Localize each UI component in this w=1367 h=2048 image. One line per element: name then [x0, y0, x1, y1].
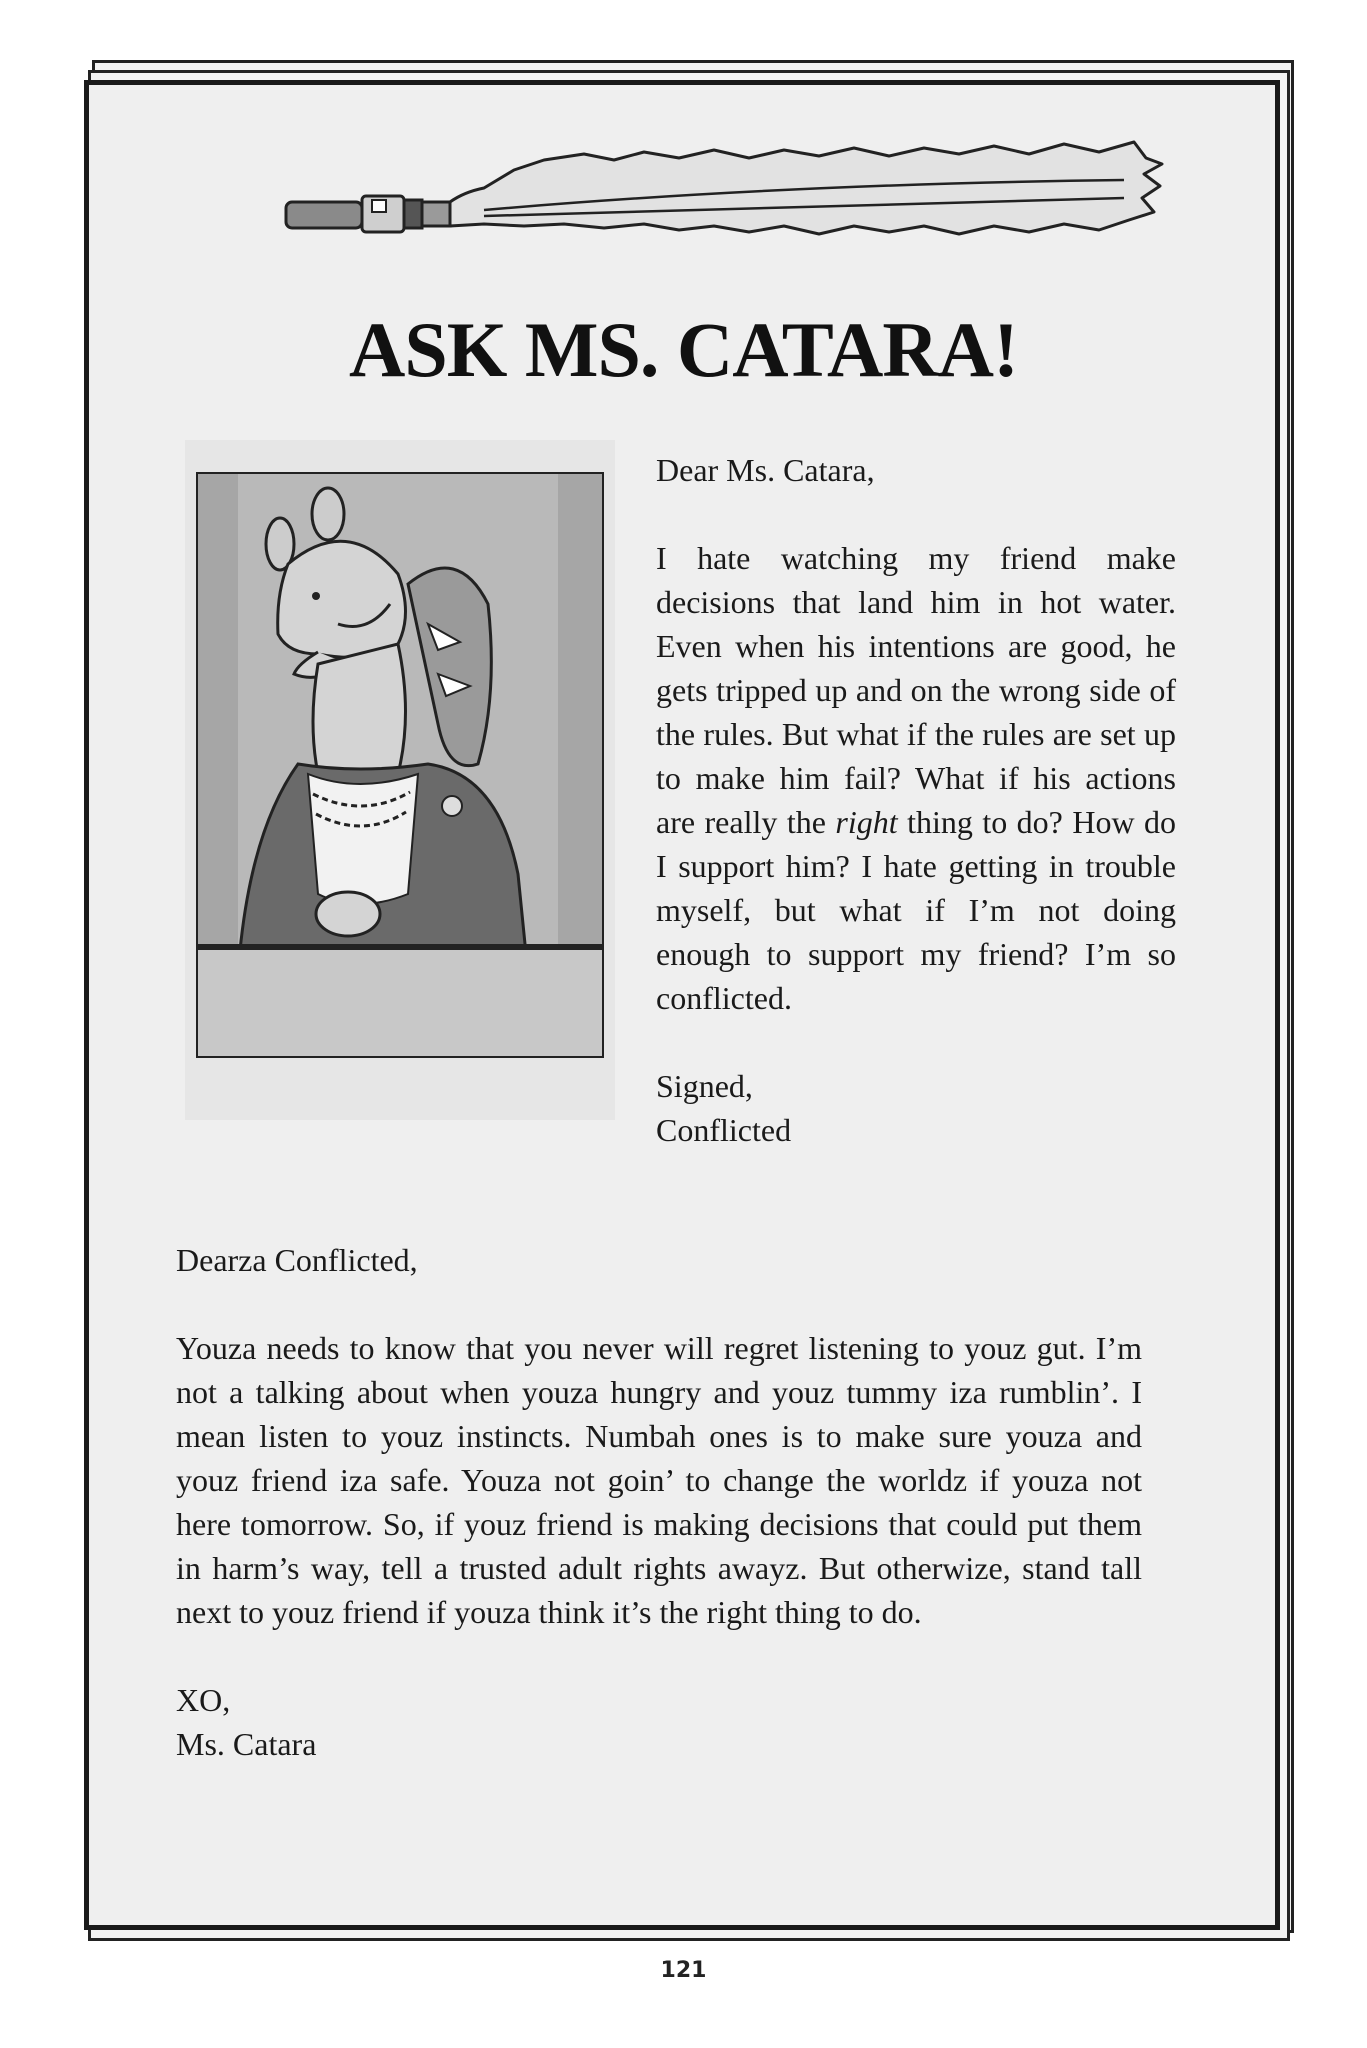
letter-body-emphasis: right [835, 804, 898, 840]
reply-salutation: Dearza Conflicted, [176, 1242, 418, 1278]
letter-salutation: Dear Ms. Catara, [656, 452, 875, 488]
letter-signature: Conflicted [656, 1112, 792, 1148]
advice-reply [176, 1238, 1142, 1766]
letter-body [656, 536, 1176, 1020]
reader-letter [656, 448, 1176, 1152]
reply-signature: Ms. Catara [176, 1726, 317, 1762]
reply-signoff: XO, [176, 1682, 231, 1718]
letter-signoff: Signed, [656, 1068, 753, 1104]
page-number: 121 [660, 1958, 707, 1983]
letter-body-start: I hate watching my friend make decisions that land him in hot water. Even when his intentions are good, he gets tripped up and on the wrong side of the rules. But what if the rules are set up to make him fail? What if his actions are really the [656, 540, 1176, 840]
reply-body: Youza needs to know that you never will regret listening to youz gut. I’m not a talking about when youza hungry and youz tummy iza rumblin’. I mean listen to youz instincts. Numbah ones is to make sure youza and youz friend iza safe. Youza not goin’ to change the worldz if youza not here tomorrow. So, if youz friend is making decisions that could put them in harm’s way, tell a trusted adult rights awayz. But otherwize, stand tall next to youz friend if youza think it’s the right thing to do. [176, 1330, 1142, 1630]
letter-body-end: thing to do? How do I support him? I hate getting in trouble myself, but what if I’m not doing enough to support my friend? I’m so conflicted. [656, 804, 1177, 1016]
character-illustration [198, 474, 602, 1056]
column-title: ASK MS. CATARA! [349, 306, 1018, 393]
lightsaber-icon [284, 140, 1164, 260]
ms-catara-portrait [196, 472, 604, 1058]
